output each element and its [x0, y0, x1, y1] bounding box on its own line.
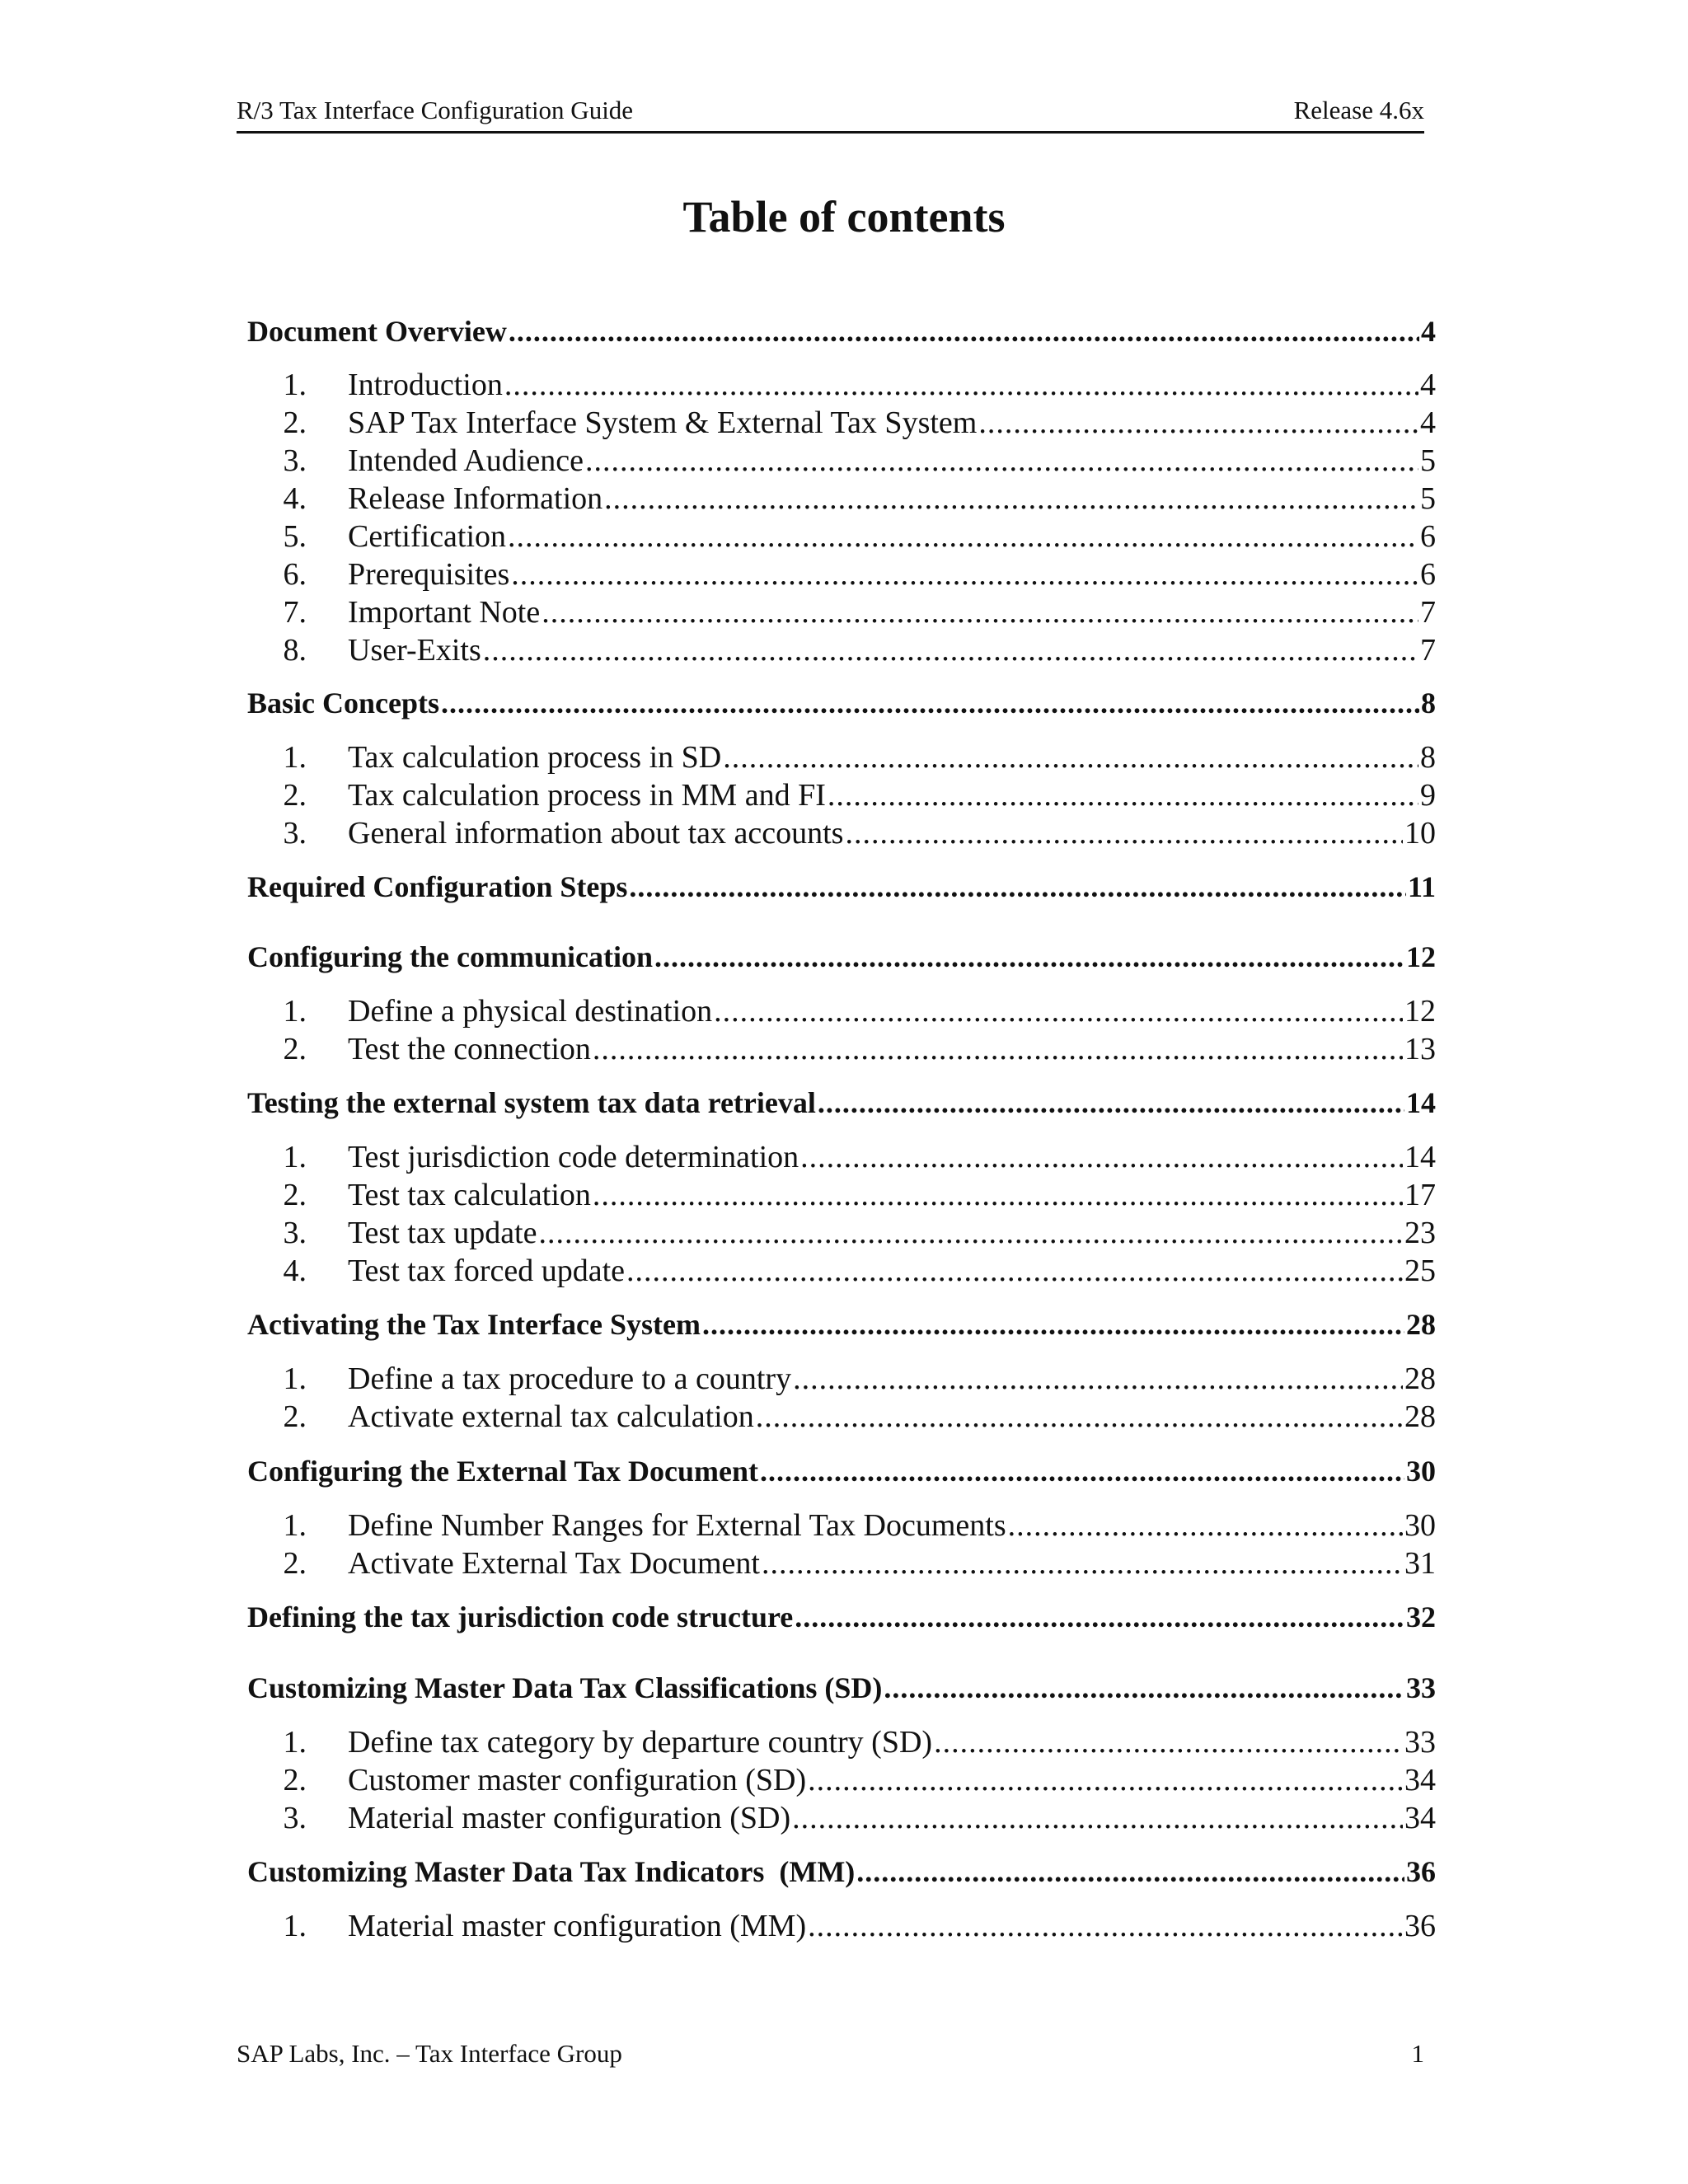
dot-leader — [441, 688, 1419, 718]
toc-section-required-configuration-steps[interactable] — [247, 872, 1436, 902]
toc-section-title: Activating the Tax Interface System — [247, 1308, 701, 1341]
toc-item[interactable] — [247, 369, 1436, 401]
toc-page-number: 7 — [1420, 633, 1436, 668]
toc-item-number: 1. — [283, 994, 307, 1029]
toc-section-title: Configuring the External Tax Document — [247, 1455, 759, 1488]
toc-page-number: 32 — [1406, 1601, 1436, 1633]
toc-item[interactable] — [247, 818, 1436, 849]
toc-item-number: 2. — [283, 1032, 307, 1066]
toc-item[interactable] — [247, 1141, 1436, 1173]
dot-leader — [504, 369, 1418, 401]
toc-page-number: 36 — [1406, 1855, 1436, 1888]
dot-leader — [654, 942, 1404, 972]
toc-item[interactable] — [247, 635, 1436, 666]
toc-page-number: 23 — [1404, 1216, 1436, 1250]
toc-section-testing-external-system[interactable] — [247, 1088, 1436, 1118]
toc-item-number: 2. — [283, 405, 307, 440]
toc-page-number: 9 — [1420, 778, 1436, 813]
dot-leader — [818, 1088, 1404, 1118]
toc-page-number: 8 — [1421, 687, 1436, 719]
toc-item[interactable] — [247, 1179, 1436, 1211]
toc-page-number: 5 — [1420, 481, 1436, 516]
toc-page-number: 28 — [1404, 1361, 1436, 1396]
toc-item[interactable] — [247, 1910, 1436, 1942]
toc-section-document-overview[interactable] — [247, 316, 1436, 346]
toc-item-title: Important Note — [348, 595, 541, 630]
header-document-title: R/3 Tax Interface Configuration Guide — [237, 96, 634, 124]
toc-item-title: Test jurisdiction code determination — [348, 1140, 799, 1174]
dot-leader — [856, 1857, 1404, 1886]
dot-leader — [808, 1765, 1403, 1796]
toc-item-number: 6. — [283, 557, 307, 592]
toc-item-number: 2. — [283, 1399, 307, 1434]
toc-item-title: General information about tax accounts — [348, 816, 844, 851]
toc-item-title: Test tax update — [348, 1216, 537, 1250]
toc-item-number: 2. — [283, 1763, 307, 1797]
toc-page-number: 33 — [1406, 1671, 1436, 1704]
toc-page-number: 7 — [1420, 595, 1436, 630]
toc-page-number: 31 — [1404, 1546, 1436, 1581]
dot-leader — [760, 1456, 1404, 1486]
toc-item[interactable] — [247, 1548, 1436, 1579]
toc-page-number: 4 — [1420, 405, 1436, 440]
toc-item[interactable] — [247, 1401, 1436, 1432]
dot-leader — [509, 316, 1419, 346]
toc-section-activating-tax-interface[interactable] — [247, 1310, 1436, 1339]
toc-item-number: 1. — [283, 368, 307, 402]
toc-item[interactable] — [247, 597, 1436, 628]
dot-leader — [508, 521, 1418, 552]
dot-leader — [1008, 1510, 1403, 1541]
toc-item-number: 8. — [283, 633, 307, 668]
toc-item-number: 3. — [283, 1216, 307, 1250]
toc-page-number: 5 — [1420, 443, 1436, 478]
toc-item-title: Tax calculation process in SD — [348, 740, 722, 775]
toc-item-number: 2. — [283, 1178, 307, 1212]
toc-item-title: Intended Audience — [348, 443, 584, 478]
toc-page-number: 14 — [1404, 1140, 1436, 1174]
toc-item-number: 1. — [283, 740, 307, 775]
toc-page-number: 28 — [1404, 1399, 1436, 1434]
toc-item-number: 1. — [283, 1361, 307, 1396]
toc-section-title: Configuring the communication — [247, 940, 654, 973]
toc-item-number: 1. — [283, 1140, 307, 1174]
toc-item[interactable] — [247, 1765, 1436, 1796]
toc-page-number: 6 — [1420, 519, 1436, 554]
toc-section-basic-concepts[interactable] — [247, 688, 1436, 718]
dot-leader — [593, 1033, 1403, 1065]
toc-section-master-data-tax-indicators[interactable] — [247, 1857, 1436, 1886]
toc-section-configuring-external-tax-document[interactable] — [247, 1456, 1436, 1486]
toc-page-number: 8 — [1420, 740, 1436, 775]
toc-section-title: Customizing Master Data Tax Classifications (SD) — [247, 1671, 883, 1704]
toc-item-title: Customer master configuration (SD) — [348, 1763, 807, 1797]
dot-leader — [762, 1548, 1403, 1579]
toc-item[interactable] — [247, 996, 1436, 1027]
toc-item-number: 2. — [283, 1546, 307, 1581]
toc-item-title: Material master configuration (MM) — [348, 1909, 807, 1943]
toc-item-title: Test tax calculation — [348, 1178, 591, 1212]
toc-item[interactable] — [247, 780, 1436, 811]
toc-item[interactable] — [247, 483, 1436, 514]
toc-item-number: 1. — [283, 1508, 307, 1543]
toc-item-title: Define tax category by departure country (SD) — [348, 1725, 933, 1760]
dot-leader — [845, 818, 1403, 849]
dot-leader — [483, 635, 1418, 666]
dot-leader — [792, 1802, 1403, 1834]
toc-section-title: Required Configuration Steps — [247, 870, 628, 903]
toc-page-number: 4 — [1420, 368, 1436, 402]
toc-item-title: Tax calculation process in MM and FI — [348, 778, 826, 813]
dot-leader — [538, 1217, 1403, 1249]
toc-item[interactable] — [247, 742, 1436, 773]
toc-page-number: 28 — [1406, 1308, 1436, 1341]
toc-section-defining-jurisdiction-code[interactable] — [247, 1602, 1436, 1632]
toc-item-title: Release Information — [348, 481, 603, 516]
footer-page-number: 1 — [1411, 2039, 1424, 2068]
dot-leader — [511, 559, 1418, 590]
footer-organization: SAP Labs, Inc. – Tax Interface Group — [237, 2039, 622, 2068]
dot-leader — [723, 742, 1418, 773]
toc-item-number: 4. — [283, 1254, 307, 1288]
toc-item-number: 5. — [283, 519, 307, 554]
page-header — [237, 97, 1424, 134]
toc-section-title: Defining the tax jurisdiction code structure — [247, 1601, 794, 1633]
toc-section-configuring-the-communication[interactable] — [247, 942, 1436, 972]
dot-leader — [800, 1141, 1403, 1173]
toc-page-number: 34 — [1404, 1801, 1436, 1835]
toc-item-title: Introduction — [348, 368, 503, 402]
toc-page-number: 12 — [1404, 994, 1436, 1029]
toc-page-number: 30 — [1406, 1455, 1436, 1488]
toc-page-number: 25 — [1404, 1254, 1436, 1288]
toc-item-number: 1. — [283, 1725, 307, 1760]
toc-item-title: SAP Tax Interface System & External Tax System — [348, 405, 978, 440]
toc-item-title: Define a physical destination — [348, 994, 713, 1029]
toc-item[interactable] — [247, 407, 1436, 438]
toc-section-title: Customizing Master Data Tax Indicators (MM) — [247, 1855, 856, 1888]
toc-item[interactable] — [247, 521, 1436, 552]
toc-page-number: 36 — [1404, 1909, 1436, 1943]
toc-item-title: Test the connection — [348, 1032, 591, 1066]
toc-item-title: Certification — [348, 519, 507, 554]
toc-item-number: 3. — [283, 816, 307, 851]
toc-item[interactable] — [247, 1802, 1436, 1834]
dot-leader — [604, 483, 1418, 514]
toc-page-number: 11 — [1407, 870, 1436, 903]
toc-page-number: 6 — [1420, 557, 1436, 592]
toc-item[interactable] — [247, 559, 1436, 590]
toc-item[interactable] — [247, 1363, 1436, 1394]
toc-page-number: 12 — [1406, 940, 1436, 973]
toc-item[interactable] — [247, 445, 1436, 476]
toc-item-number: 3. — [283, 1801, 307, 1835]
dot-leader — [934, 1727, 1403, 1758]
toc-section-title: Basic Concepts — [247, 687, 439, 719]
toc-page-number: 33 — [1404, 1725, 1436, 1760]
dot-leader — [629, 872, 1406, 902]
toc-page-number: 30 — [1404, 1508, 1436, 1543]
toc-item-number: 2. — [283, 778, 307, 813]
toc-item-number: 4. — [283, 481, 307, 516]
toc-item[interactable] — [247, 1217, 1436, 1249]
toc-page-number: 17 — [1404, 1178, 1436, 1212]
toc-page-number: 4 — [1421, 315, 1436, 348]
toc-section-title: Testing the external system tax data retrieval — [247, 1086, 816, 1119]
toc-page-number: 10 — [1404, 816, 1436, 851]
dot-leader — [828, 780, 1418, 811]
toc-item-number: 1. — [283, 1909, 307, 1943]
toc-page-number: 13 — [1404, 1032, 1436, 1066]
toc-item-title: Define Number Ranges for External Tax Documents — [348, 1508, 1006, 1543]
toc-item-title: Activate External Tax Document — [348, 1546, 760, 1581]
dot-leader — [756, 1401, 1403, 1432]
toc-item[interactable] — [247, 1727, 1436, 1758]
dot-leader — [793, 1363, 1403, 1394]
toc-item-number: 7. — [283, 595, 307, 630]
dot-leader — [808, 1910, 1403, 1942]
toc-item[interactable] — [247, 1033, 1436, 1065]
toc-item-title: Define a tax procedure to a country — [348, 1361, 792, 1396]
dot-leader — [542, 597, 1418, 628]
toc-page-number: 14 — [1406, 1086, 1436, 1119]
header-release: Release 4.6x — [1293, 96, 1424, 124]
toc-item-number: 3. — [283, 443, 307, 478]
dot-leader — [626, 1255, 1403, 1286]
toc-item-title: Material master configuration (SD) — [348, 1801, 791, 1835]
toc-item-title: Activate external tax calculation — [348, 1399, 754, 1434]
dot-leader — [585, 445, 1418, 476]
dot-leader — [593, 1179, 1403, 1211]
dot-leader — [978, 407, 1418, 438]
dot-leader — [702, 1310, 1404, 1339]
toc-item-title: Prerequisites — [348, 557, 510, 592]
toc-item-title: User-Exits — [348, 633, 481, 668]
toc-page-number: 34 — [1404, 1763, 1436, 1797]
page-footer — [237, 2041, 1424, 2066]
page-title: Table of contents — [682, 192, 1006, 241]
toc-item[interactable] — [247, 1255, 1436, 1286]
dot-leader — [884, 1673, 1404, 1703]
toc-item-title: Test tax forced update — [348, 1254, 626, 1288]
toc-section-title: Document Overview — [247, 315, 507, 348]
dot-leader — [714, 996, 1403, 1027]
toc-section-master-data-tax-classifications[interactable] — [247, 1673, 1436, 1703]
dot-leader — [795, 1602, 1404, 1632]
toc-item[interactable] — [247, 1510, 1436, 1541]
